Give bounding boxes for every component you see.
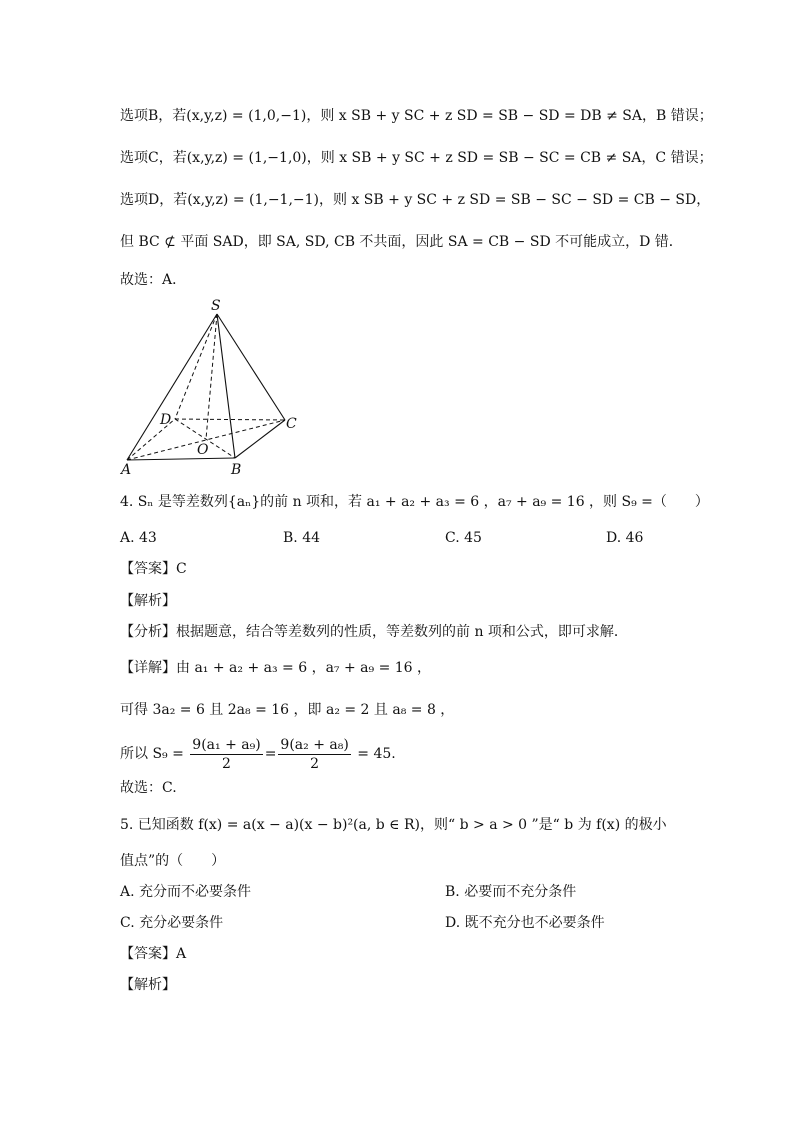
option-b-line: 选项B，若(x,y,z) = (1,0,−1)，则 x SB + y SC + z SD = SB − SD = DB ≠ SA，B 错误； (120, 108, 713, 124)
q4-analysis-label: 【解析】 (120, 593, 176, 609)
q4-answer-line (120, 559, 187, 579)
q4-option-b: B. 44 (283, 530, 321, 546)
q5-analysis-line (120, 975, 176, 995)
fraction-2-denominator: 2 (310, 755, 320, 772)
label-A: A (121, 462, 132, 478)
q5-option-b: B. 必要而不充分条件 (445, 884, 577, 900)
prev-answer-choice: 故选：A． (120, 272, 187, 288)
fraction-2-numerator: 9(a₂ + a₈) (280, 736, 349, 753)
q4-stem: 4. Sₙ 是等差数列{aₙ}的前 n 项和，若 a₁ + a₂ + a₃ = 6 ，a₇ + a₉ = 16 ，则 S₉ =（ ） (120, 494, 709, 510)
edge-SB (217, 314, 235, 458)
label-B: B (231, 462, 242, 478)
label-O: O (197, 442, 209, 458)
fraction-1-denominator: 2 (222, 755, 231, 772)
q5-stem-line-1: 5. 已知函数 f(x) = a(x − a)(x − b)²(a, b ∈ R)，则“ b > a > 0 ”是“ b 为 f(x) 的极小 (120, 817, 667, 833)
edge-SA (127, 314, 217, 460)
edge-SD-hidden (175, 314, 217, 419)
edge-AB (127, 458, 235, 460)
q4-answer-value: C (176, 561, 187, 577)
q4-option-a: A. 43 (120, 530, 157, 546)
q5-option-c: C. 充分必要条件 (120, 915, 224, 931)
option-d-conclusion: 但 BC ⊄ 平面 SAD，即 SA, SD, CB 不共面，因此 SA = CB − SD 不可能成立，D 错． (120, 234, 683, 250)
label-S: S (211, 298, 221, 314)
q4-step2: 可得 3a₂ = 6 且 2a₈ = 16 ，即 a₂ = 2 且 a₈ = 8 ， (120, 702, 455, 718)
q4-detail-line (120, 658, 431, 678)
label-C: C (286, 416, 297, 432)
q5-analysis-tag: 【解析】 (120, 977, 176, 993)
q4-answer-tag: 【答案】 (120, 561, 176, 577)
label-D: D (160, 412, 172, 428)
pyramid-figure (115, 298, 315, 478)
edge-SC (217, 314, 285, 420)
q4-step3-prefix: 所以 S₉ = (120, 746, 184, 762)
q5-option-a: A. 充分而不必要条件 (120, 884, 252, 900)
edge-SO-hidden (206, 314, 217, 439)
q4-detail-text: 由 a₁ + a₂ + a₃ = 6 ，a₇ + a₉ = 16 ， (176, 660, 432, 676)
option-c-line: 选项C，若(x,y,z) = (1,−1,0)，则 x SB + y SC + z SD = SB − SC = CB ≠ SA，C 错误； (120, 150, 713, 166)
q4-fenxi-tag: 【分析】 (120, 624, 176, 640)
edge-BC (235, 420, 285, 458)
q5-answer-tag: 【答案】 (120, 946, 176, 962)
fraction-2 (278, 736, 350, 773)
q5-answer-value: A (176, 946, 187, 962)
option-d-line: 选项D，若(x,y,z) = (1,−1,−1)，则 x SB + y SC + z SD = SB − SC − SD = CB − SD， (120, 192, 711, 208)
q4-analysis-tag (120, 591, 176, 611)
q4-step3: 所以 S₉ = $\frac{\text{9(a₁ + a₉)}}{2}$ = $\frac{\text{9(a₂ + a₈)}}{2}$ = 45. (120, 736, 396, 772)
fraction-1-numerator: 9(a₁ + a₉) (192, 736, 261, 753)
q4-option-c: C. 45 (445, 530, 482, 546)
q4-fenxi-text: 根据题意，结合等差数列的性质，等差数列的前 n 项和公式，即可求解． (176, 624, 628, 640)
q4-fenxi-line (120, 622, 628, 642)
q5-answer-line (120, 944, 186, 964)
q4-step3-suffix: = 45. (357, 746, 396, 762)
q4-conclusion: 故选：C. (120, 780, 177, 796)
q5-option-d: D. 既不充分也不必要条件 (445, 915, 605, 931)
fraction-1 (190, 736, 262, 773)
q5-stem-line-2: 值点”的（ ） (120, 853, 226, 869)
q4-detail-tag: 【详解】 (120, 660, 176, 676)
q4-option-d: D. 46 (606, 530, 644, 546)
